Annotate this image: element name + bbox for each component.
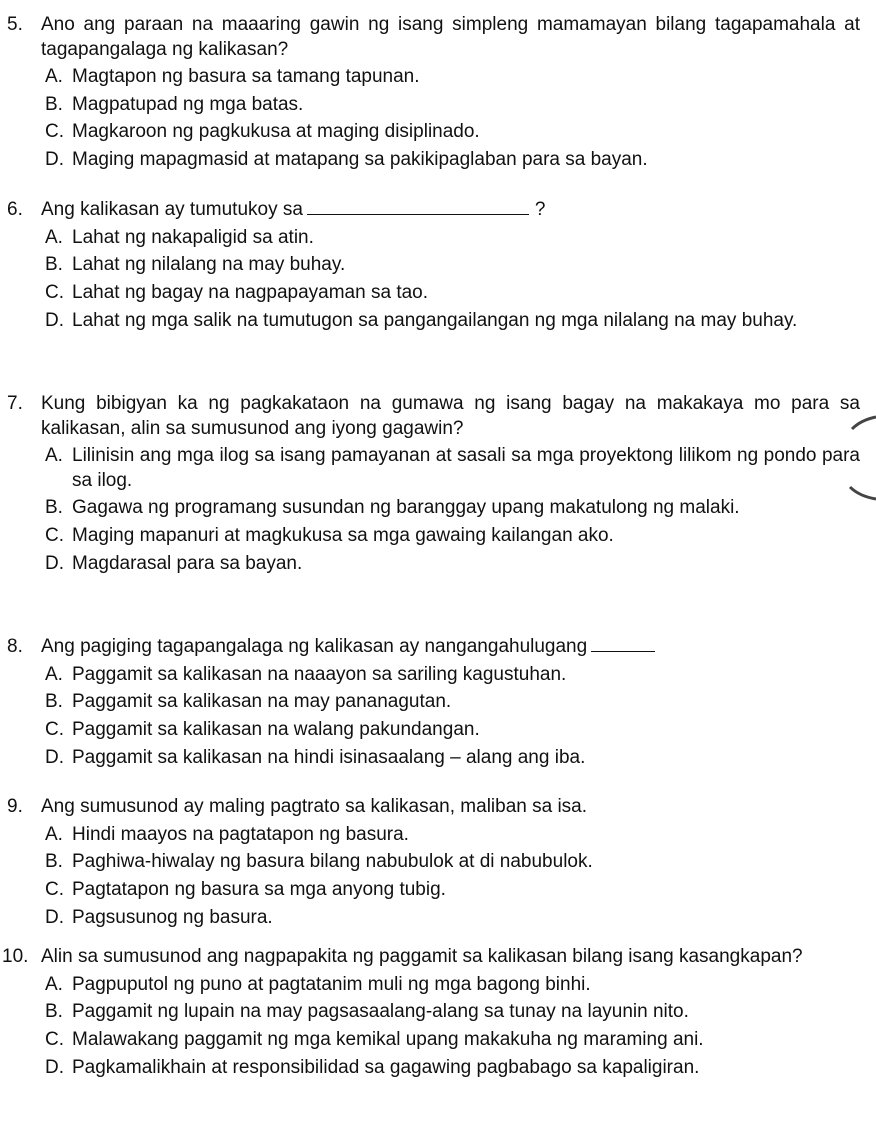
option-a[interactable] — [0, 823, 860, 848]
question-number: 7. — [7, 393, 23, 414]
option-text: Lahat ng nakapaligid sa atin. — [72, 226, 314, 248]
option-letter: D. — [45, 1056, 64, 1078]
option-b[interactable] — [0, 850, 860, 875]
option-b[interactable] — [0, 496, 860, 521]
option-text: Lahat ng bagay na nagpapayaman sa tao. — [72, 281, 429, 303]
option-letter: A. — [45, 973, 63, 995]
option-text: Magpatupad ng mga batas. — [72, 93, 304, 115]
question-text: Kung bibigyan ka ng pagkakataon na gumawa ng isang bagay na makakaya mo para sa kalikasan, alin sa sumusunod ang iyong gagawin? — [41, 393, 860, 439]
option-b[interactable] — [0, 1000, 860, 1025]
option-text: Paggamit sa kalikasan na may pananagutan. — [72, 691, 452, 713]
option-text: Maging mapanuri at magkukusa sa mga gawaing kailangan ako. — [72, 524, 614, 546]
bracket-curve-icon — [836, 415, 876, 525]
option-letter: D. — [45, 149, 64, 171]
question-stem — [0, 13, 860, 62]
option-c[interactable] — [0, 878, 860, 903]
question-text: Alin sa sumusunod ang nagpapakita ng paggamit sa kalikasan bilang isang kasangkapan? — [41, 946, 803, 967]
option-text: Pagkamalikhain at responsibilidad sa gagawing pagbabago sa kapaligiran. — [72, 1056, 700, 1078]
option-text: Paghiwa-hiwalay ng basura bilang nabubulok at di nabubulok. — [72, 851, 593, 873]
options-list — [0, 663, 860, 771]
option-a[interactable] — [0, 663, 860, 688]
option-letter: B. — [45, 1001, 63, 1023]
question-7 — [0, 392, 860, 579]
option-text: Paggamit ng lupain na may pagsasaalang-alang sa tunay na layunin nito. — [72, 1001, 689, 1023]
option-letter: C. — [45, 524, 64, 546]
question-10 — [0, 945, 860, 1083]
option-text: Paggamit sa kalikasan na walang pakundangan. — [72, 718, 480, 740]
option-text: Lahat ng nilalang na may buhay. — [72, 254, 346, 276]
option-letter: D. — [45, 309, 64, 331]
option-text: Paggamit sa kalikasan na hindi isinasaalang – alang ang iba. — [72, 746, 586, 768]
question-number: 8. — [7, 636, 23, 657]
answer-blank[interactable] — [307, 198, 529, 215]
option-c[interactable] — [0, 1028, 860, 1053]
question-stem — [0, 635, 860, 660]
question-number: 6. — [7, 199, 23, 220]
answer-blank[interactable] — [591, 635, 655, 652]
option-letter: D. — [45, 552, 64, 574]
option-text: Magdarasal para sa bayan. — [72, 552, 303, 574]
question-number: 10. — [2, 946, 29, 967]
option-text: Paggamit sa kalikasan na naaayon sa sariling kagustuhan. — [72, 663, 567, 685]
option-a[interactable] — [0, 226, 860, 251]
option-text: Pagtatapon ng basura sa mga anyong tubig. — [72, 878, 446, 900]
option-d[interactable] — [0, 309, 860, 334]
question-stem — [0, 198, 860, 223]
option-c[interactable] — [0, 120, 860, 145]
option-b[interactable] — [0, 690, 860, 715]
option-letter: A. — [45, 445, 63, 466]
option-letter: B. — [45, 497, 63, 519]
option-text: Pagpuputol ng puno at pagtatanim muli ng mga bagong binhi. — [72, 973, 591, 995]
options-list — [0, 973, 860, 1081]
option-text: Magkaroon ng pagkukusa at maging disiplinado. — [72, 121, 480, 143]
option-letter: D. — [45, 746, 64, 768]
option-a[interactable] — [0, 444, 860, 493]
option-letter: C. — [45, 281, 64, 303]
question-text-before-blank: Ang pagiging tagapangalaga ng kalikasan ay nangangahulugang — [41, 636, 588, 657]
option-d[interactable] — [0, 1056, 860, 1081]
option-text: Hindi maayos na pagtatapon ng basura. — [72, 823, 409, 845]
question-9 — [0, 795, 860, 933]
option-text: Lahat ng mga salik na tumutugon sa pangangailangan ng mga nilalang na may buhay. — [72, 309, 798, 331]
option-text: Magtapon ng basura sa tamang tapunan. — [72, 66, 420, 87]
option-d[interactable] — [0, 552, 860, 577]
option-letter: C. — [45, 878, 64, 900]
question-5 — [0, 13, 860, 176]
option-letter: B. — [45, 851, 63, 873]
option-a[interactable] — [0, 973, 860, 998]
options-list — [0, 65, 860, 173]
option-text: Malawakang paggamit ng mga kemikal upang makakuha ng maraming ani. — [72, 1028, 704, 1050]
option-letter: A. — [45, 663, 63, 685]
question-6 — [0, 198, 860, 336]
question-text-before-blank: Ang kalikasan ay tumutukoy sa — [41, 199, 303, 220]
option-letter: B. — [45, 93, 63, 115]
option-letter: A. — [45, 823, 63, 845]
option-letter: B. — [45, 254, 63, 276]
question-stem — [0, 945, 860, 970]
option-text: Lilinisin ang mga ilog sa isang pamayanan at sasali sa mga proyektong lilikom ng pondo para sa ilog. — [72, 445, 860, 491]
option-letter: B. — [45, 691, 63, 713]
option-text: Gagawa ng programang susundan ng baranggay upang makatulong ng malaki. — [72, 497, 740, 519]
option-b[interactable] — [0, 93, 860, 118]
option-c[interactable] — [0, 718, 860, 743]
question-number: 5. — [7, 14, 23, 35]
question-stem — [0, 795, 860, 820]
option-text: Pagsusunog ng basura. — [72, 906, 273, 928]
option-d[interactable] — [0, 148, 860, 173]
options-list — [0, 823, 860, 931]
option-letter: C. — [45, 121, 64, 143]
option-text: Maging mapagmasid at matapang sa pakikipaglaban para sa bayan. — [72, 149, 648, 171]
question-text: Ano ang paraan na maaaring gawin ng isang simpleng mamamayan bilang tagapamahala at tagapangalaga ng kalikasan? — [41, 14, 860, 60]
question-8 — [0, 635, 860, 773]
options-list — [0, 444, 860, 576]
option-letter: A. — [45, 66, 63, 87]
option-d[interactable] — [0, 906, 860, 931]
option-letter: C. — [45, 1028, 64, 1050]
question-number: 9. — [7, 796, 23, 817]
option-b[interactable] — [0, 253, 860, 278]
option-d[interactable] — [0, 746, 860, 771]
option-letter: C. — [45, 718, 64, 740]
option-c[interactable] — [0, 524, 860, 549]
option-letter: A. — [45, 226, 63, 248]
question-stem — [0, 392, 860, 441]
options-list — [0, 226, 860, 334]
option-c[interactable] — [0, 281, 860, 306]
option-a[interactable] — [0, 65, 860, 90]
question-text: Ang sumusunod ay maling pagtrato sa kalikasan, maliban sa isa. — [41, 796, 588, 817]
option-letter: D. — [45, 906, 64, 928]
question-text-after-blank: ? — [534, 199, 546, 220]
